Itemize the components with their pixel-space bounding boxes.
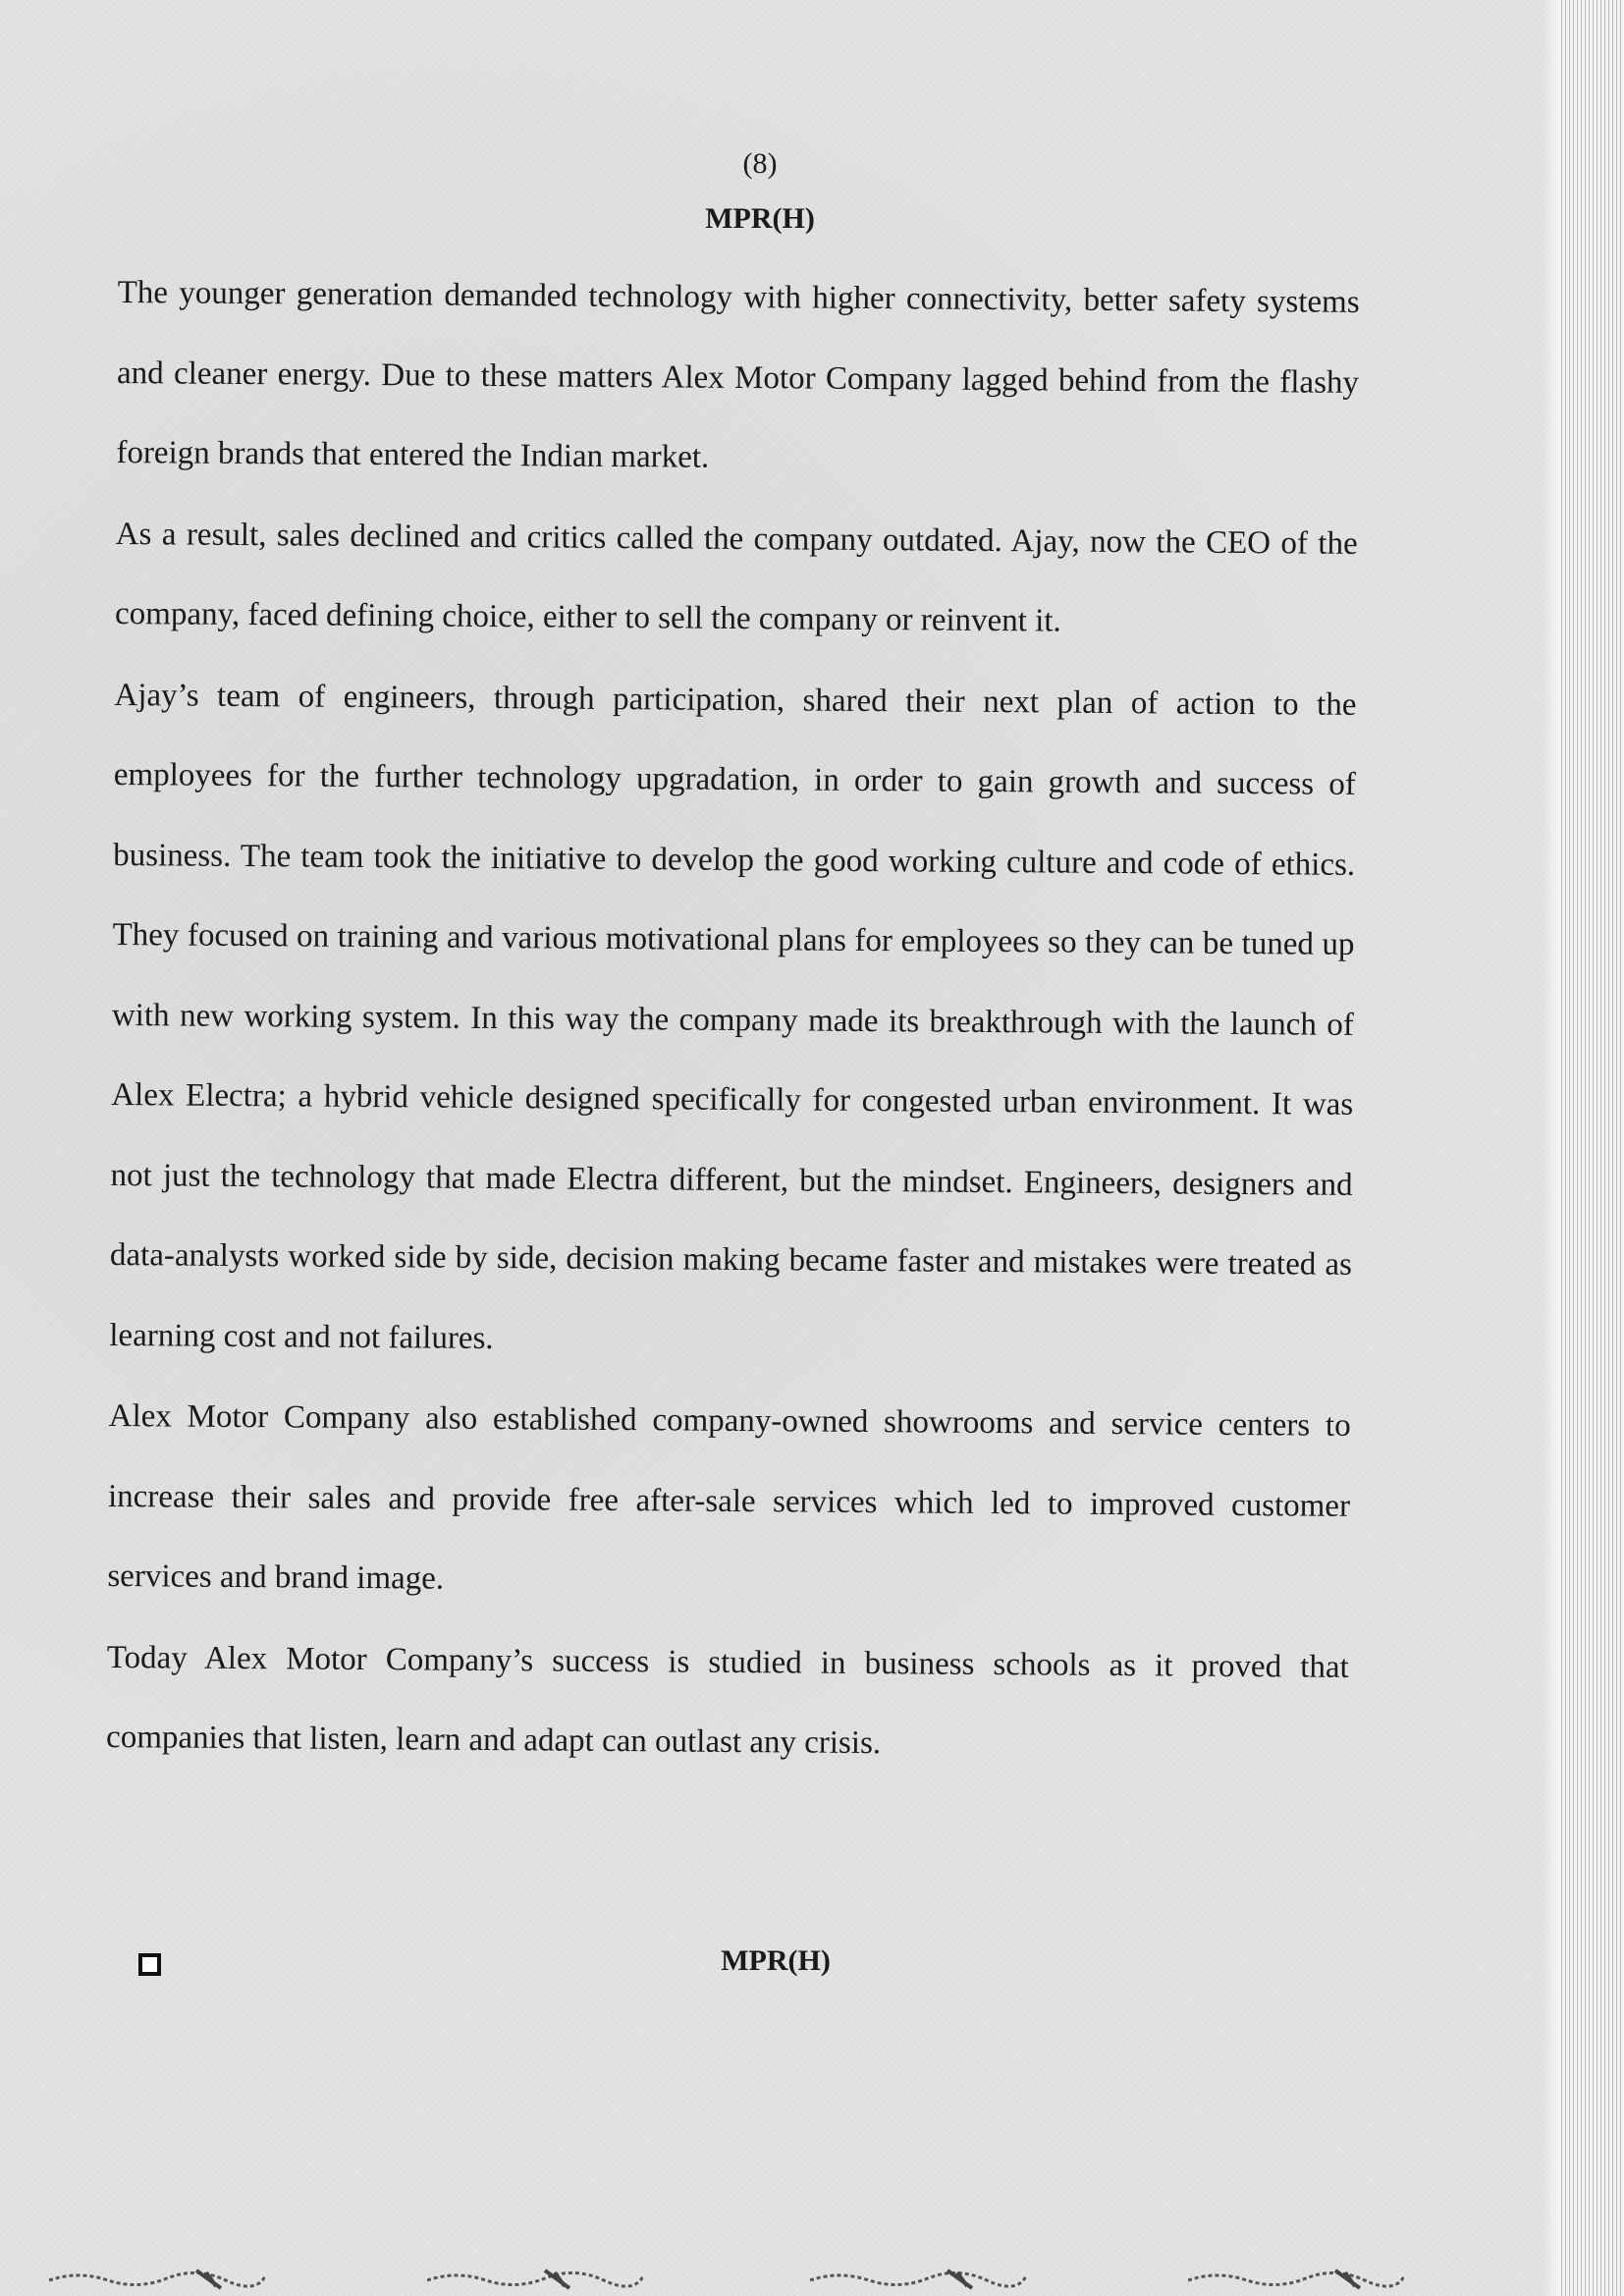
scan-smudge-4 [1188, 2269, 1404, 2290]
page-edge-shadow [1543, 0, 1563, 2296]
page-header-code: MPR(H) [705, 202, 815, 235]
binding-edge [1561, 0, 1624, 2296]
scan-smudge-2 [427, 2269, 643, 2290]
paragraph-1: The younger generation demanded technology with higher connectivity, better safety systems and cleaner energy. Due to these matters Alex Motor Company lagged behind from the flashy foreign brands that entered the Indian market. [116, 274, 1360, 475]
paragraph-3: Ajay’s team of engineers, through participation, shared their next plan of action to the employees for the further technology upgradation, in order to gain growth and success of business. The team took the initiative to develop the good working culture and code of ethics. They focused on training and various motivational plans for employees so they can be tuned up with new working system. In this way the company made its breakthrough with the launch of Alex Electra; a hybrid vehicle designed specifically for congested urban environment. It was not just the technology that made Electra different, but the mindset. Engineers, designers and data-analysts worked side by side, decision making became faster and mistakes were treated as learning cost and not failures. [109, 677, 1357, 1356]
body-text [106, 253, 1360, 1788]
paragraph-2: As a result, sales declined and critics called the company outdated. Ajay, now the CEO of the company, faced defining choice, either to sell the company or reinvent it. [114, 516, 1358, 639]
scan-smudge-1 [49, 2269, 265, 2290]
page-number: (8) [742, 147, 778, 180]
scan-smudge-3 [810, 2269, 1026, 2290]
paragraph-5: Today Alex Motor Company’s success is studied in business schools as it proved that companies that listen, learn and adapt can outlast any crisis. [105, 1639, 1349, 1762]
page-footer-code: MPR(H) [721, 1944, 831, 1977]
paragraph-4: Alex Motor Company also established company-owned showrooms and service centers to increase their sales and provide free after-sale services which led to improved customer services and brand image. [107, 1397, 1351, 1597]
